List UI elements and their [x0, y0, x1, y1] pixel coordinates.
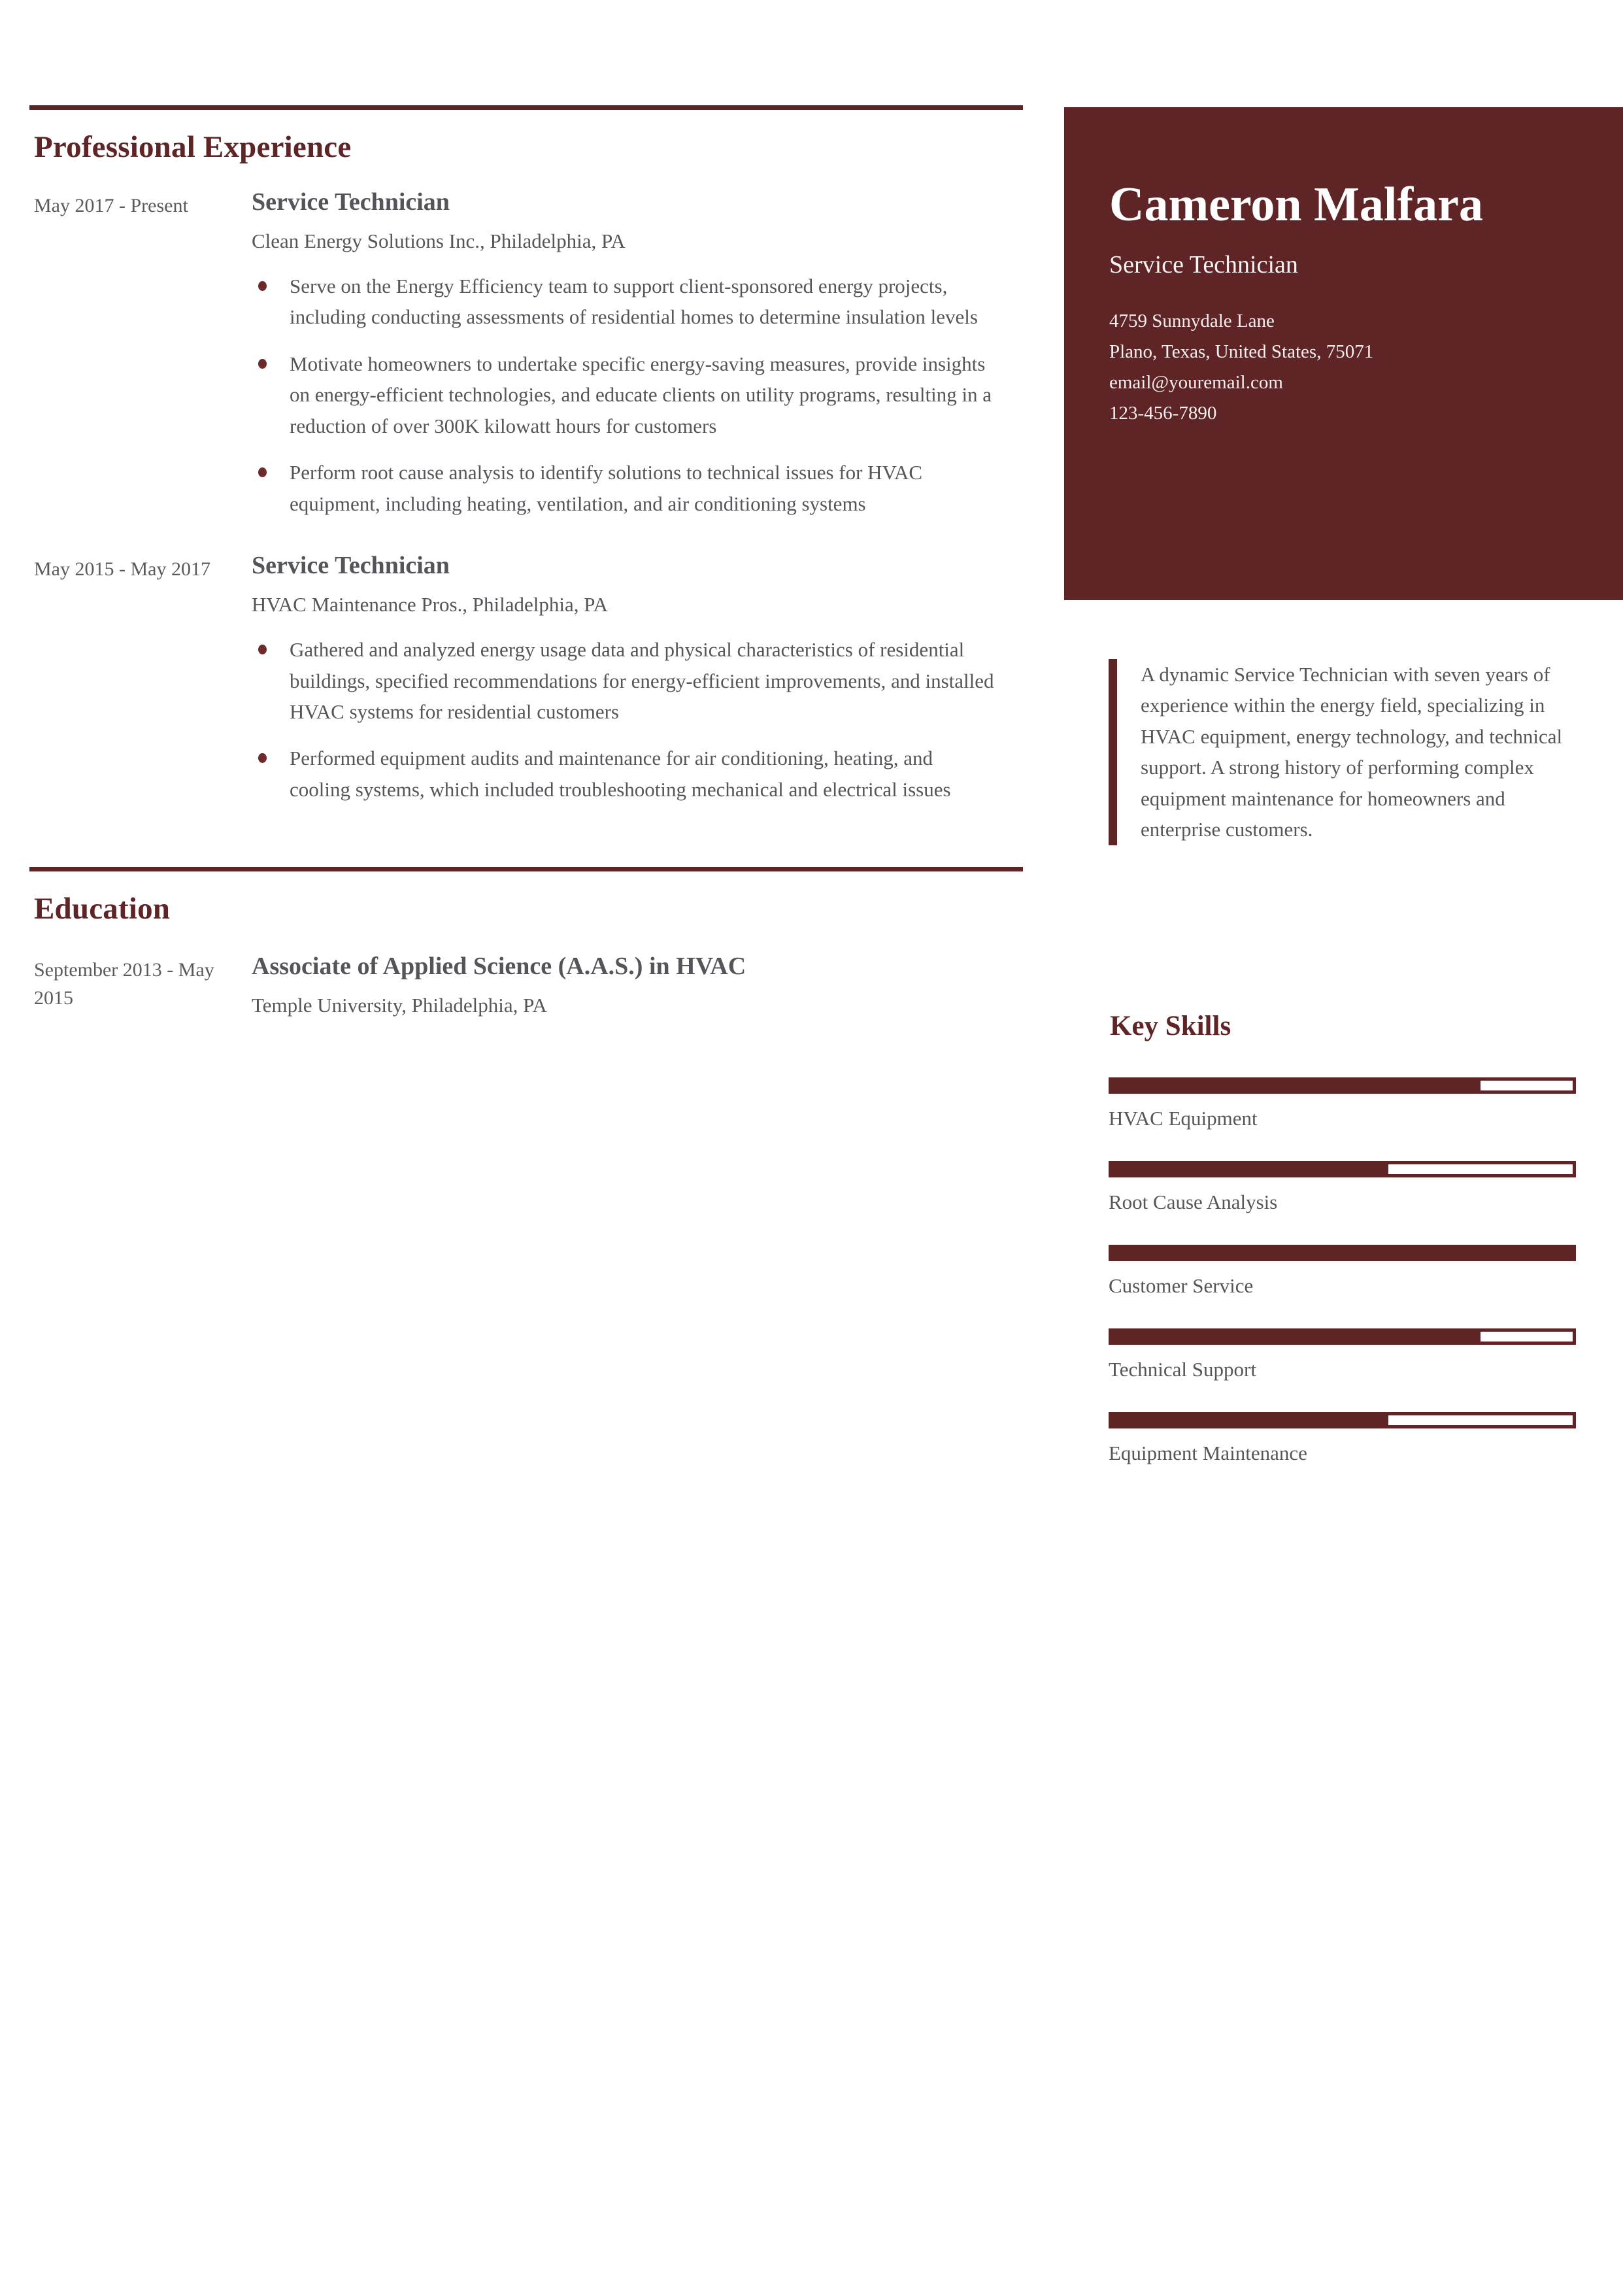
bullet-dot-icon: [258, 281, 267, 291]
list-item: [252, 743, 996, 805]
skill-progress-fill: [1112, 1248, 1573, 1258]
list-item: [252, 348, 996, 441]
bullet-text: Motivate homeowners to undertake specific energy-saving measures, provide insights on energy-efficient technologies, and educate clients on utility programs, resulting in a reduction of over 300K kilowatt hours for customers: [290, 352, 992, 437]
bullet-text: Performed equipment audits and maintenance for air conditioning, heating, and cooling systems, which included troubleshooting mechanical and electrical issues: [290, 747, 951, 801]
experience-dates: May 2015 - May 2017: [34, 558, 210, 581]
sidebar-column: [1064, 0, 1623, 2296]
experience-entry: [29, 186, 1026, 519]
section-divider-experience: [29, 105, 1023, 110]
experience-entry: [29, 549, 1026, 805]
education-degree: Associate of Applied Science (A.A.S.) in HVAC: [252, 953, 746, 981]
experience-bullet-list: [252, 634, 1026, 805]
bullet-dot-icon: [258, 645, 267, 654]
skill-progress-track: [1109, 1077, 1576, 1094]
summary-text: A dynamic Service Technician with seven years of experience within the energy field, specializing in HVAC equipment, energy technology, and technical support. A strong history of performing complex equipment maintenance for homeowners and enterprise customers.: [1141, 663, 1563, 841]
skill-progress-fill: [1112, 1415, 1388, 1425]
skill-progress-track: [1109, 1412, 1576, 1428]
candidate-header-panel: [1064, 107, 1623, 600]
bullet-dot-icon: [258, 467, 267, 477]
list-item: [252, 271, 996, 333]
experience-job-title: Service Technician: [252, 188, 450, 216]
contact-block: [1109, 306, 1584, 429]
list-item: [252, 634, 996, 727]
section-title-education: Education: [34, 892, 171, 926]
contact-email[interactable]: email@youremail.com: [1109, 372, 1283, 394]
education-school: Temple University, Philadelphia, PA: [252, 993, 547, 1017]
skill-progress-fill: [1112, 1081, 1481, 1090]
section-divider-education: [29, 867, 1023, 871]
experience-bullet-list: [252, 271, 1026, 519]
main-column: [29, 0, 1026, 1019]
experience-job-title: Service Technician: [252, 552, 450, 580]
skill-item: [1109, 1161, 1605, 1214]
experience-dates: May 2017 - Present: [34, 195, 188, 216]
candidate-role: Service Technician: [1109, 250, 1298, 279]
bullet-dot-icon: [258, 359, 267, 369]
skill-item: [1109, 1328, 1605, 1381]
skill-label: Customer Service: [1109, 1274, 1254, 1297]
key-skills-section: [1109, 1010, 1605, 1465]
skill-item: [1109, 1077, 1605, 1130]
skill-item: [1109, 1245, 1605, 1298]
skill-progress-track: [1109, 1328, 1576, 1345]
education-dates: September 2013 - May 2015: [34, 959, 214, 1009]
bullet-text: Serve on the Energy Efficiency team to support client-sponsored energy projects, including conducting assessments of residential homes to determine insulation levels: [290, 275, 978, 329]
skill-label: Root Cause Analysis: [1109, 1190, 1278, 1213]
experience-company: HVAC Maintenance Pros., Philadelphia, PA: [252, 592, 609, 616]
skill-progress-fill: [1112, 1164, 1388, 1174]
list-item: [252, 457, 996, 519]
experience-company: Clean Energy Solutions Inc., Philadelphia, PA: [252, 229, 626, 252]
bullet-dot-icon: [258, 753, 267, 763]
skill-label: Technical Support: [1109, 1358, 1256, 1381]
section-title-experience: Professional Experience: [34, 130, 352, 164]
skill-item: [1109, 1412, 1605, 1465]
skill-progress-track: [1109, 1245, 1576, 1261]
contact-phone[interactable]: 123-456-7890: [1109, 403, 1217, 424]
skill-label: Equipment Maintenance: [1109, 1442, 1307, 1464]
bullet-text: Gathered and analyzed energy usage data and physical characteristics of residential buildings, specified recommendations for energy-efficient improvements, and installed HVAC systems for residential customers: [290, 638, 994, 723]
section-title-key-skills: Key Skills: [1110, 1011, 1231, 1041]
skill-progress-track: [1109, 1161, 1576, 1177]
education-entry: [29, 950, 1026, 1019]
skill-label: HVAC Equipment: [1109, 1107, 1258, 1130]
professional-summary: [1109, 659, 1579, 845]
skill-progress-fill: [1112, 1332, 1481, 1342]
candidate-name: Cameron Malfara: [1109, 178, 1483, 231]
summary-accent-bar: [1109, 659, 1117, 845]
contact-address-line-1: 4759 Sunnydale Lane: [1109, 311, 1275, 332]
contact-address-line-2: Plano, Texas, United States, 75071: [1109, 341, 1374, 363]
bullet-text: Perform root cause analysis to identify solutions to technical issues for HVAC equipment, including heating, ventilation, and air conditioning systems: [290, 461, 923, 515]
